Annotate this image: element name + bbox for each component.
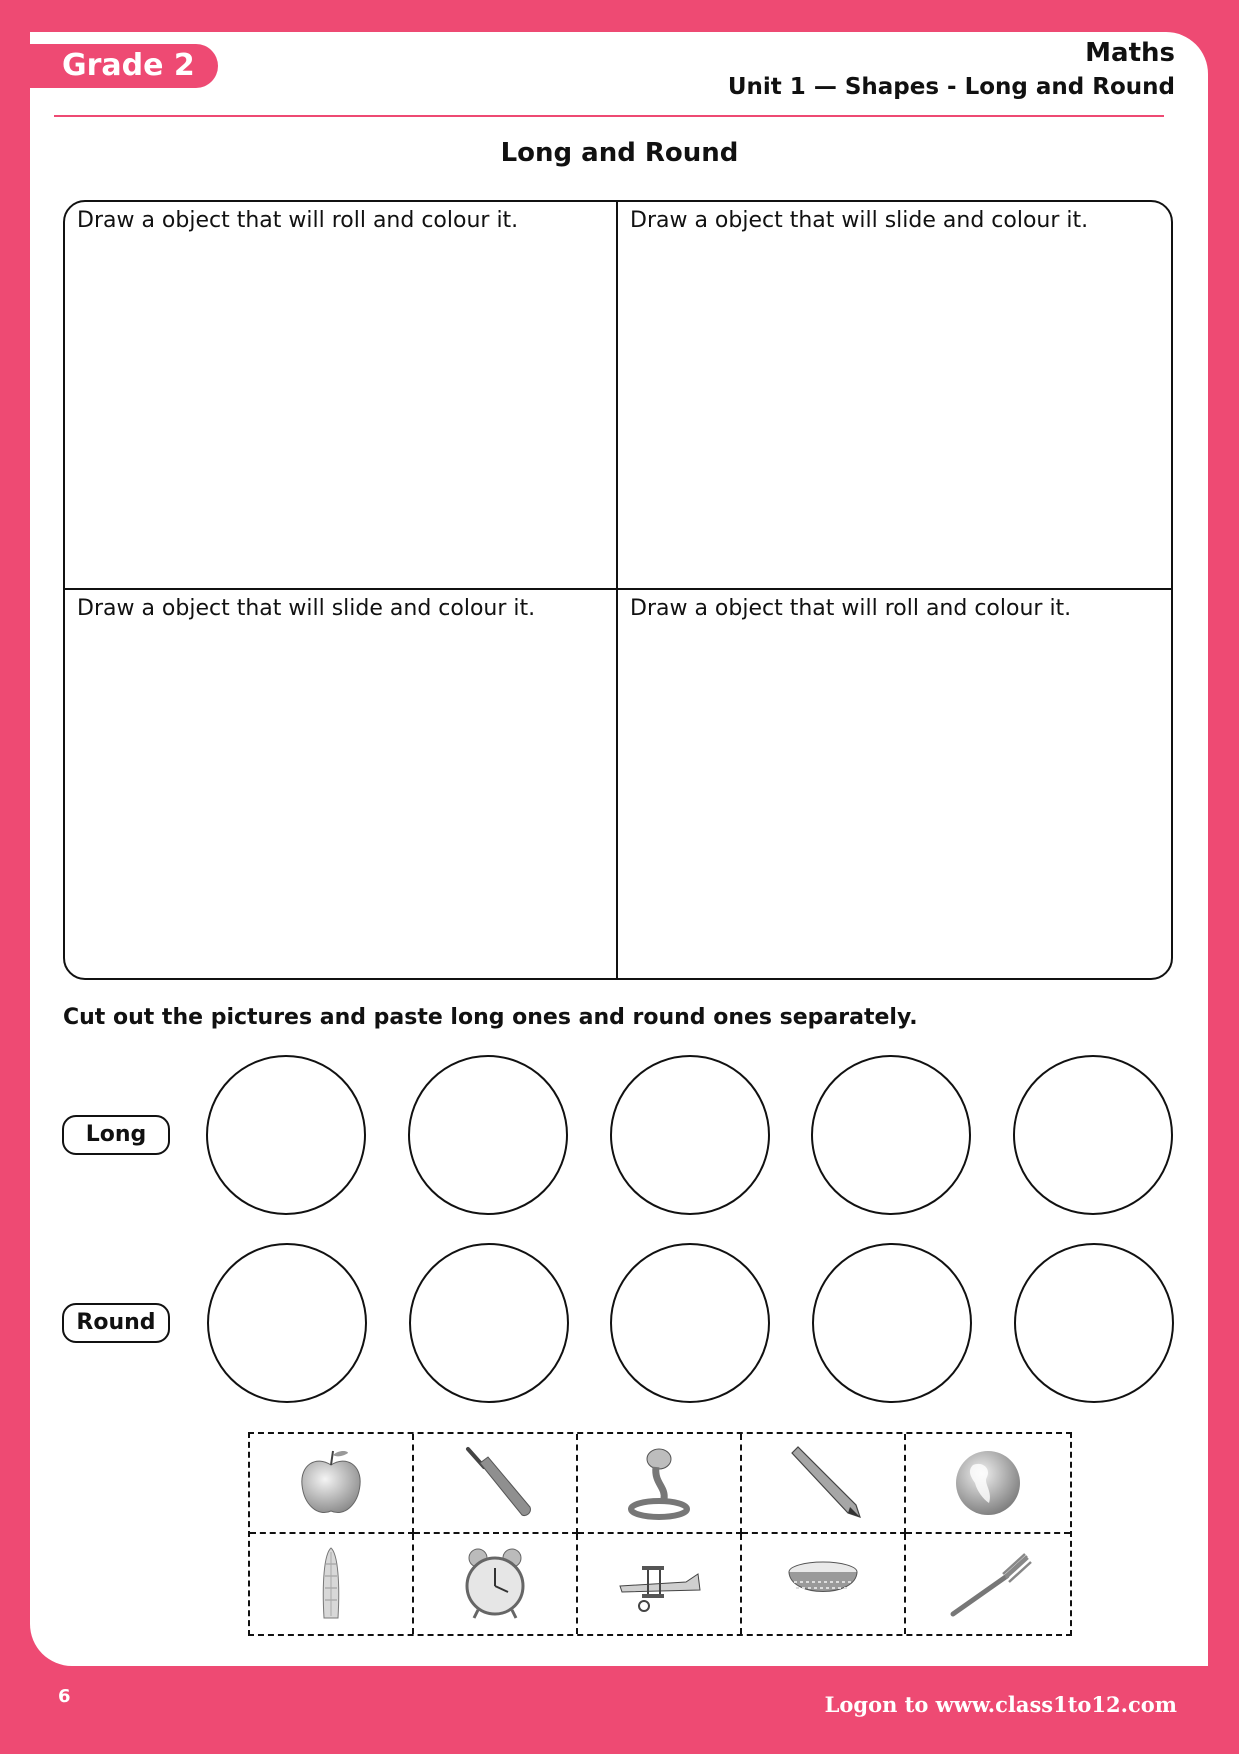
header-divider <box>54 115 1164 117</box>
airplane-icon <box>614 1544 704 1624</box>
pencil-icon <box>778 1443 868 1523</box>
draw-box-slide-1[interactable] <box>618 202 1171 590</box>
cutout-snake[interactable] <box>578 1434 742 1534</box>
cutout-fork[interactable] <box>906 1534 1070 1634</box>
unit-title: Unit 1 — Shapes - Long and Round <box>727 74 1175 100</box>
cutout-cricket-bat[interactable] <box>414 1434 578 1534</box>
round-paste-circle[interactable] <box>409 1243 569 1403</box>
page-number: 6 <box>58 1686 71 1707</box>
long-paste-circle[interactable] <box>1013 1055 1173 1215</box>
snake-icon <box>614 1443 704 1523</box>
cutout-alarm-clock[interactable] <box>414 1534 578 1634</box>
fork-icon <box>943 1544 1033 1624</box>
worksheet-title: Long and Round <box>500 138 739 168</box>
alarm-clock-icon <box>450 1544 540 1624</box>
draw-box-roll-1[interactable] <box>65 202 618 590</box>
cutout-globe[interactable] <box>906 1434 1070 1534</box>
cut-paste-instruction: Cut out the pictures and paste long ones and round ones separately. <box>63 1005 918 1030</box>
footer-website-link[interactable]: Logon to www.class1to12.com <box>824 1692 1177 1717</box>
draw-box-prompt: Draw a object that will slide and colour it. <box>630 208 1089 233</box>
long-label: Long <box>62 1115 170 1155</box>
draw-box-prompt: Draw a object that will roll and colour it. <box>630 596 1072 621</box>
draw-box-roll-2[interactable] <box>618 590 1171 978</box>
cutout-picture-grid <box>248 1432 1072 1636</box>
cutout-bowl[interactable] <box>742 1534 906 1634</box>
long-paste-circle[interactable] <box>811 1055 971 1215</box>
cricket-bat-icon <box>450 1443 540 1523</box>
long-paste-circle[interactable] <box>408 1055 568 1215</box>
long-paste-circle[interactable] <box>610 1055 770 1215</box>
cutout-pencil[interactable] <box>742 1434 906 1534</box>
subject-title: Maths <box>1085 38 1175 68</box>
cutout-airplane[interactable] <box>578 1534 742 1634</box>
long-paste-circle[interactable] <box>206 1055 366 1215</box>
apple-icon <box>286 1443 376 1523</box>
draw-box-prompt: Draw a object that will roll and colour it. <box>77 208 519 233</box>
round-paste-circle[interactable] <box>812 1243 972 1403</box>
drawing-grid <box>63 200 1173 980</box>
corn-icon <box>286 1544 376 1624</box>
bowl-icon <box>778 1544 868 1624</box>
draw-box-prompt: Draw a object that will slide and colour it. <box>77 596 536 621</box>
round-label: Round <box>62 1303 170 1343</box>
grade-badge: Grade 2 <box>30 44 218 88</box>
draw-box-slide-2[interactable] <box>65 590 618 978</box>
cutout-corn[interactable] <box>250 1534 414 1634</box>
globe-icon <box>943 1443 1033 1523</box>
round-paste-circle[interactable] <box>610 1243 770 1403</box>
cutout-apple[interactable] <box>250 1434 414 1534</box>
round-paste-circle[interactable] <box>207 1243 367 1403</box>
round-paste-circle[interactable] <box>1014 1243 1174 1403</box>
